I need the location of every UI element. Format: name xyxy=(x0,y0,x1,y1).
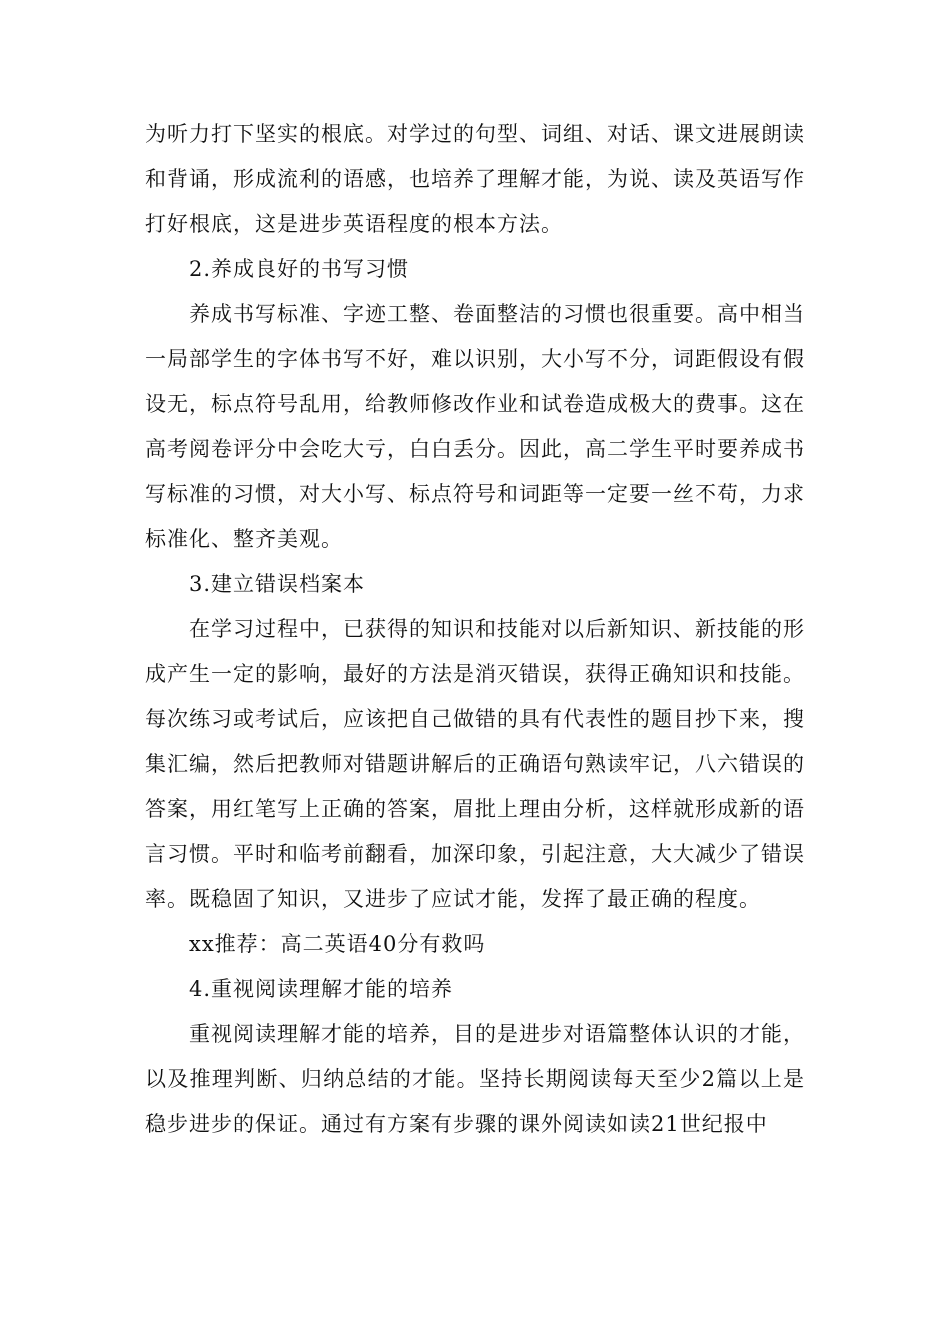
paragraph-error-notebook: 在学习过程中，已获得的知识和技能对以后新知识、新技能的形成产生一定的影响，最好的方法是消灭错误，获得正确知识和技能。每次练习或考试后，应该把自己做错的具有代表性的题目抄下来，搜集汇编，然后把教师对错题讲解后的正确语句熟读牢记，八六错误的答案，用红笔写上正确的答案，眉批上理由分析，这样就形成新的语言习惯。平时和临考前翻看，加深印象，引起注意，大大减少了错误率。既稳固了知识，又进步了应试才能，发挥了最正确的程度。 xyxy=(145,617,805,911)
recommendation-line: xx推荐：高二英语40分有救吗 xyxy=(189,932,486,956)
section-heading-4: 4.重视阅读理解才能的培养 xyxy=(189,977,454,1001)
section-heading-3: 3.建立错误档案本 xyxy=(189,572,366,596)
section-heading-2: 2.养成良好的书写习惯 xyxy=(189,257,410,281)
document-body xyxy=(145,112,805,1147)
paragraph-handwriting: 养成书写标准、字迹工整、卷面整洁的习惯也很重要。高中相当一局部学生的字体书写不好，难以识别，大小写不分，词距假设有假设无，标点符号乱用，给教师修改作业和试卷造成极大的费事。这在高考阅卷评分中会吃大亏，白白丢分。因此，高二学生平时要养成书写标准的习惯，对大小写、标点符号和词距等一定要一丝不苟，力求标准化、整齐美观。 xyxy=(145,302,805,551)
paragraph-reading: 重视阅读理解才能的培养，目的是进步对语篇整体认识的才能，以及推理判断、归纳总结的才能。坚持长期阅读每天至少2篇以上是稳步进步的保证。通过有方案有步骤的课外阅读如读21世纪报中 xyxy=(145,1022,805,1136)
paragraph-continuation: 为听力打下坚实的根底。对学过的句型、词组、对话、课文进展朗读和背诵，形成流利的语感，也培养了理解才能，为说、读及英语写作打好根底，这是进步英语程度的根本方法。 xyxy=(145,122,805,236)
